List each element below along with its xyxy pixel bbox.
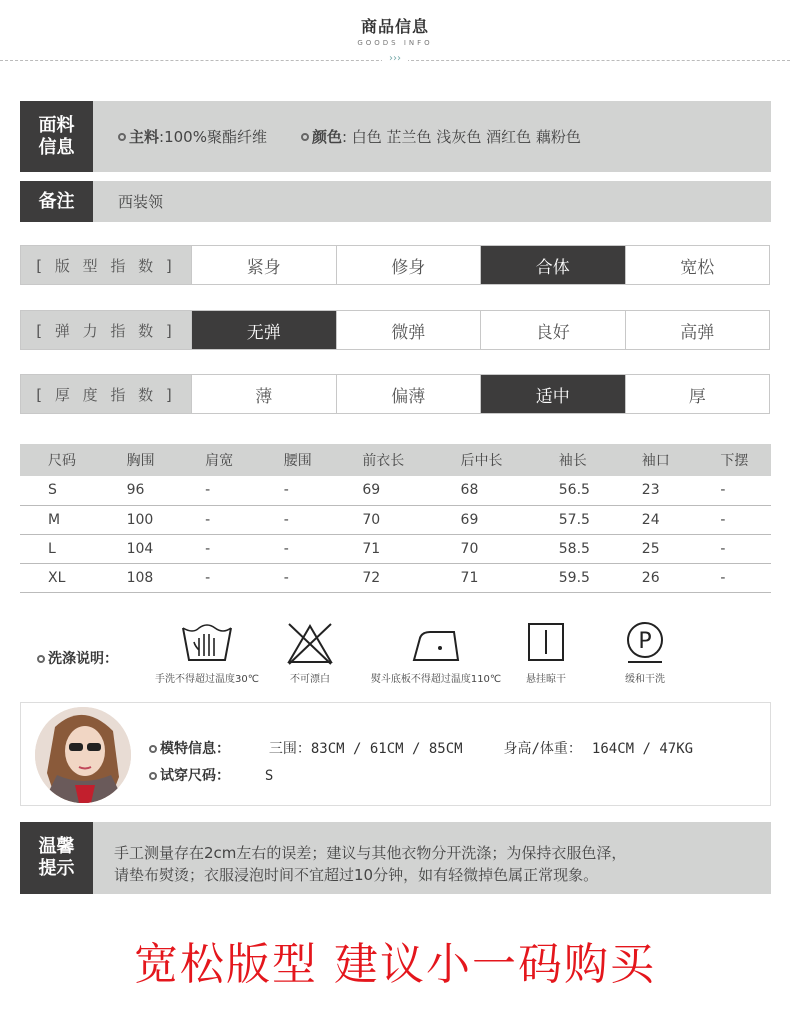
color-key: 颜色 [311, 128, 342, 146]
table-cell: - [692, 563, 771, 592]
dry-clean-icon [622, 620, 668, 666]
size-table-header-cell: 胸围 [99, 444, 178, 476]
tips-label: 温馨 提示 [20, 822, 93, 894]
tips-text: 手工测量存在2cm左右的误差；建议与其他衣物分开洗涤；为保持衣服色泽， 请垫布熨烫；衣服浸泡时间不宜超过10分钟，如有轻微掉色属正常现象。 [114, 844, 627, 884]
table-cell: M [20, 505, 99, 534]
bullet-icon [301, 133, 309, 141]
index-option: 修身 [336, 246, 481, 284]
model-info-card [20, 702, 771, 806]
table-cell: - [256, 563, 335, 592]
bullet-icon [149, 772, 157, 780]
model-avatar [35, 707, 131, 803]
table-cell: 58.5 [531, 534, 614, 563]
remark-row [20, 181, 771, 222]
table-cell: - [177, 563, 256, 592]
table-cell: 24 [614, 505, 693, 534]
wash-item: 手洗不得超过温度30℃ [148, 620, 266, 685]
table-cell: 71 [433, 563, 531, 592]
table-row [20, 505, 771, 534]
table-cell: 100 [99, 505, 178, 534]
table-cell: 56.5 [531, 476, 614, 505]
color-value: : 白色 芷兰色 浅灰色 酒红色 藕粉色 [341, 128, 581, 146]
table-cell: 26 [614, 563, 693, 592]
index-option: 紧身 [191, 246, 336, 284]
table-row [20, 534, 771, 563]
size-table-header-cell: 前衣长 [334, 444, 432, 476]
table-cell: - [256, 476, 335, 505]
bullet-icon [149, 745, 157, 753]
tips-row [20, 822, 771, 894]
table-cell: 72 [334, 563, 432, 592]
fabric-info-row [20, 101, 771, 172]
index-row-label: [ 版 型 指 数 ] [21, 246, 191, 284]
section-header [0, 14, 790, 47]
index-option: 微弹 [336, 311, 481, 349]
index-row [20, 374, 770, 414]
model-try-size: 试穿尺码： S [149, 765, 273, 785]
table-cell: 96 [99, 476, 178, 505]
model-measurements: 模特信息： 三围：83CM / 61CM / 85CM 身高/体重： 164CM / 47KG [149, 738, 693, 758]
section-subtitle: GOODS INFO [357, 39, 433, 47]
table-cell: 70 [433, 534, 531, 563]
index-option: 良好 [480, 311, 625, 349]
size-table-header-cell: 肩宽 [177, 444, 256, 476]
table-cell: L [20, 534, 99, 563]
hand-wash-icon [179, 620, 235, 666]
size-table-header [20, 444, 771, 476]
table-cell: 108 [99, 563, 178, 592]
size-table-header-cell: 后中长 [433, 444, 531, 476]
chevron-right-icon: ››› [382, 52, 408, 66]
wash-item: 熨斗底板不得超过温度110℃ [364, 620, 508, 685]
table-cell: - [177, 505, 256, 534]
index-option: 偏薄 [336, 375, 481, 413]
table-cell: - [256, 534, 335, 563]
table-cell: 69 [334, 476, 432, 505]
table-cell: 104 [99, 534, 178, 563]
index-row-label: [ 厚 度 指 数 ] [21, 375, 191, 413]
size-table-header-cell: 袖口 [614, 444, 693, 476]
iron-icon [408, 620, 464, 666]
wash-item: 悬挂晾干 [516, 620, 576, 685]
index-option: 厚 [625, 375, 770, 413]
index-option: 适中 [480, 375, 625, 413]
wash-item: P 缓和干洗 [612, 620, 678, 685]
table-cell: - [692, 476, 771, 505]
slogan-text: 宽松版型 建议小一码购买 [134, 939, 656, 990]
index-option: 薄 [191, 375, 336, 413]
section-title: 商品信息 [360, 17, 429, 36]
bullet-icon [118, 133, 126, 141]
hang-dry-icon [524, 620, 568, 666]
remark-label: 备注 [20, 181, 93, 222]
index-option: 高弹 [625, 311, 770, 349]
index-option: 宽松 [625, 246, 770, 284]
size-table-header-cell: 袖长 [531, 444, 614, 476]
fabric-info-value [118, 101, 581, 172]
table-cell: - [692, 534, 771, 563]
table-cell: 25 [614, 534, 693, 563]
main-material-key: 主料 [129, 128, 160, 146]
table-cell: 59.5 [531, 563, 614, 592]
size-table-header-cell: 尺码 [20, 444, 99, 476]
table-row [20, 476, 771, 505]
table-cell: - [256, 505, 335, 534]
size-table-header-cell: 腰围 [256, 444, 335, 476]
index-option: 合体 [480, 246, 625, 284]
table-cell: 68 [433, 476, 531, 505]
wash-instructions-label: 洗涤说明： [37, 648, 118, 668]
index-option: 无弹 [191, 311, 336, 349]
table-cell: S [20, 476, 99, 505]
table-cell: - [692, 505, 771, 534]
wash-item: 不可漂白 [270, 620, 350, 685]
fabric-info-label: 面料 信息 [20, 101, 93, 172]
table-cell: - [177, 476, 256, 505]
no-bleach-icon [285, 620, 335, 666]
size-table [20, 444, 771, 593]
index-row [20, 310, 770, 350]
svg-text:P: P [638, 629, 652, 654]
table-cell: - [177, 534, 256, 563]
table-cell: 71 [334, 534, 432, 563]
table-cell: 57.5 [531, 505, 614, 534]
bullet-icon [37, 655, 45, 663]
table-cell: 23 [614, 476, 693, 505]
size-table-header-cell: 下摆 [692, 444, 771, 476]
index-row-label: [ 弹 力 指 数 ] [21, 311, 191, 349]
index-row [20, 245, 770, 285]
table-cell: 69 [433, 505, 531, 534]
remark-value: 西装领 [118, 193, 164, 211]
table-row [20, 563, 771, 592]
main-material-value: :100%聚酯纤维 [159, 128, 267, 146]
table-cell: XL [20, 563, 99, 592]
table-cell: 70 [334, 505, 432, 534]
